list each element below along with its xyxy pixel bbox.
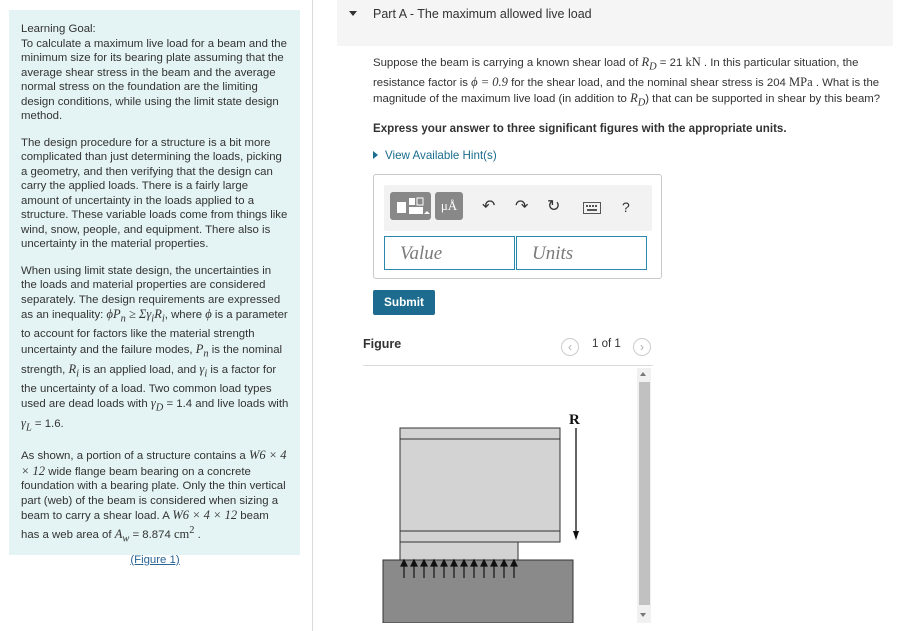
math-toolbar (384, 185, 652, 231)
part-a-header[interactable] (337, 0, 893, 46)
design-procedure-paragraph: The design procedure for a structure is a bit more complicated than just determining the loads, picking a geometry, and then verifying that the design can carry the applied loads. There is a fairly large amount of uncertainty in the loads applied to a structure. These variable loads come from things like wind, snow, people, and equipment. There also is uncertainty in the material properties. (21, 136, 288, 250)
question-text (373, 55, 888, 111)
beam-paragraph (21, 448, 289, 547)
figure-1-link[interactable]: (Figure 1) (130, 553, 180, 566)
math-pn: $P_n$ (195, 341, 209, 359)
text: , where (164, 309, 206, 321)
math-web-area: $A_w$ (114, 526, 130, 545)
text: . In this particular situation, the resistance factor is (373, 57, 859, 89)
math-phi: ϕ (205, 307, 212, 321)
learning-goal-panel (9, 10, 300, 566)
scroll-down-arrow-icon[interactable] (640, 613, 646, 617)
text: = 8.874 (129, 528, 174, 541)
math-beam-designation: W6 × 4 × 12 (172, 508, 238, 522)
math-beam-designation: W6 × 4 × 12 (21, 448, 287, 478)
math-gamma-l: $\gamma_L$ (21, 416, 32, 434)
text: beam has a web area of (21, 510, 269, 541)
units-input[interactable]: Units (516, 236, 647, 270)
math-phi-value: ϕ = 0.9 (471, 75, 508, 89)
load-label: R (569, 412, 580, 428)
figure-pager: 1 of 1 (592, 338, 621, 350)
math-unit-kn: kN (685, 55, 701, 69)
templates-icon (390, 192, 431, 220)
figure-scroll-thumb[interactable] (639, 382, 650, 605)
answer-box (373, 174, 662, 279)
math-gamma-d: $\gamma_D$ (150, 396, 164, 414)
text: for the shear load, and the nominal shear stress is 204 (507, 77, 790, 89)
collapse-caret-icon[interactable] (349, 11, 357, 16)
math-rd: $R_D$ (630, 90, 646, 108)
learning-goal-paragraph (21, 22, 289, 124)
view-hints-label: View Available Hint(s) (385, 149, 497, 162)
expand-triangle-icon (373, 151, 378, 159)
submit-button[interactable]: Submit (373, 290, 435, 315)
text: Suppose the beam is carrying a known shear load of (373, 57, 642, 69)
text: is the nominal strength, (21, 343, 283, 376)
text: = 1.4 and live loads with (163, 398, 289, 410)
next-figure-button[interactable]: › (633, 338, 651, 356)
text: . What is the magnitude of the maximum live load (in addition to (373, 77, 880, 105)
figure-heading: Figure (363, 337, 402, 351)
math-inequality: $\phi P_n \ge \Sigma\gamma_iR_i$ (106, 307, 165, 325)
panel-divider (312, 0, 313, 631)
units-symbol-button[interactable]: μÅ (435, 192, 463, 220)
text: . (194, 528, 201, 541)
text: = 1.6. (31, 418, 64, 430)
value-input[interactable]: Value (384, 236, 515, 270)
text: is an applied load, and (79, 363, 200, 376)
math-ri: $R_i$ (68, 361, 80, 379)
text: When using limit state design, the uncertainties in the loads and material properties are considered separately. The design requirements are expressed as an inequality: (21, 264, 281, 321)
templates-button[interactable] (390, 192, 431, 220)
beam-figure (363, 368, 635, 623)
part-title: - The maximum allowed live load (406, 7, 592, 21)
beam-web (400, 439, 560, 531)
reset-icon[interactable]: ↻ (547, 198, 561, 215)
math-unit: $cm^2$ (173, 524, 195, 541)
view-hints-toggle[interactable] (373, 149, 497, 162)
bearing-plate (400, 542, 518, 560)
beam-top-flange (400, 428, 560, 439)
prev-figure-button[interactable]: ‹ (561, 338, 579, 356)
scroll-up-arrow-icon[interactable] (640, 372, 646, 376)
load-arrowhead (573, 531, 579, 540)
text: ) that can be supported in shear by this beam? (645, 92, 881, 105)
figure-divider (363, 365, 653, 366)
text: As shown, a portion of a structure contains a (21, 450, 249, 462)
part-label: Part A (373, 7, 407, 21)
limit-state-paragraph (21, 264, 289, 437)
undo-icon[interactable]: ↶ (482, 198, 496, 215)
learning-goal-text: To calculate a maximum live load for a beam and the minimum size for its bearing plate assuming that the average shear stress in the beam and the average normal stress on the foundation are the limiting design conditions, while using the limit state design method. (21, 37, 287, 122)
math-gamma-i: $\gamma_i$ (199, 361, 208, 379)
text: wide flange beam bearing on a concrete foundation with a bearing plate. Only the thin vertical part (web) of the beam is considered when sizing a beam to carry a shear load. A (21, 465, 286, 522)
learning-goal-title: Learning Goal: (21, 23, 96, 35)
text: is a parameter to account for factors like the material strength uncertainty and the failure modes, (21, 309, 288, 356)
help-icon[interactable]: ? (622, 199, 630, 215)
text: = 21 (656, 57, 686, 69)
math-rd: $R_D$ (641, 55, 657, 73)
keyboard-icon[interactable] (583, 201, 601, 219)
redo-icon[interactable]: ↷ (515, 198, 529, 215)
beam-bottom-flange (400, 531, 560, 542)
concrete-foundation (383, 560, 573, 623)
text: is a factor for the uncertainty of a load. Two common load types used are dead loads with (21, 363, 277, 410)
math-unit-mpa: MPa (789, 75, 813, 89)
answer-instruction: Express your answer to three significant figures with the appropriate units. (373, 122, 787, 135)
